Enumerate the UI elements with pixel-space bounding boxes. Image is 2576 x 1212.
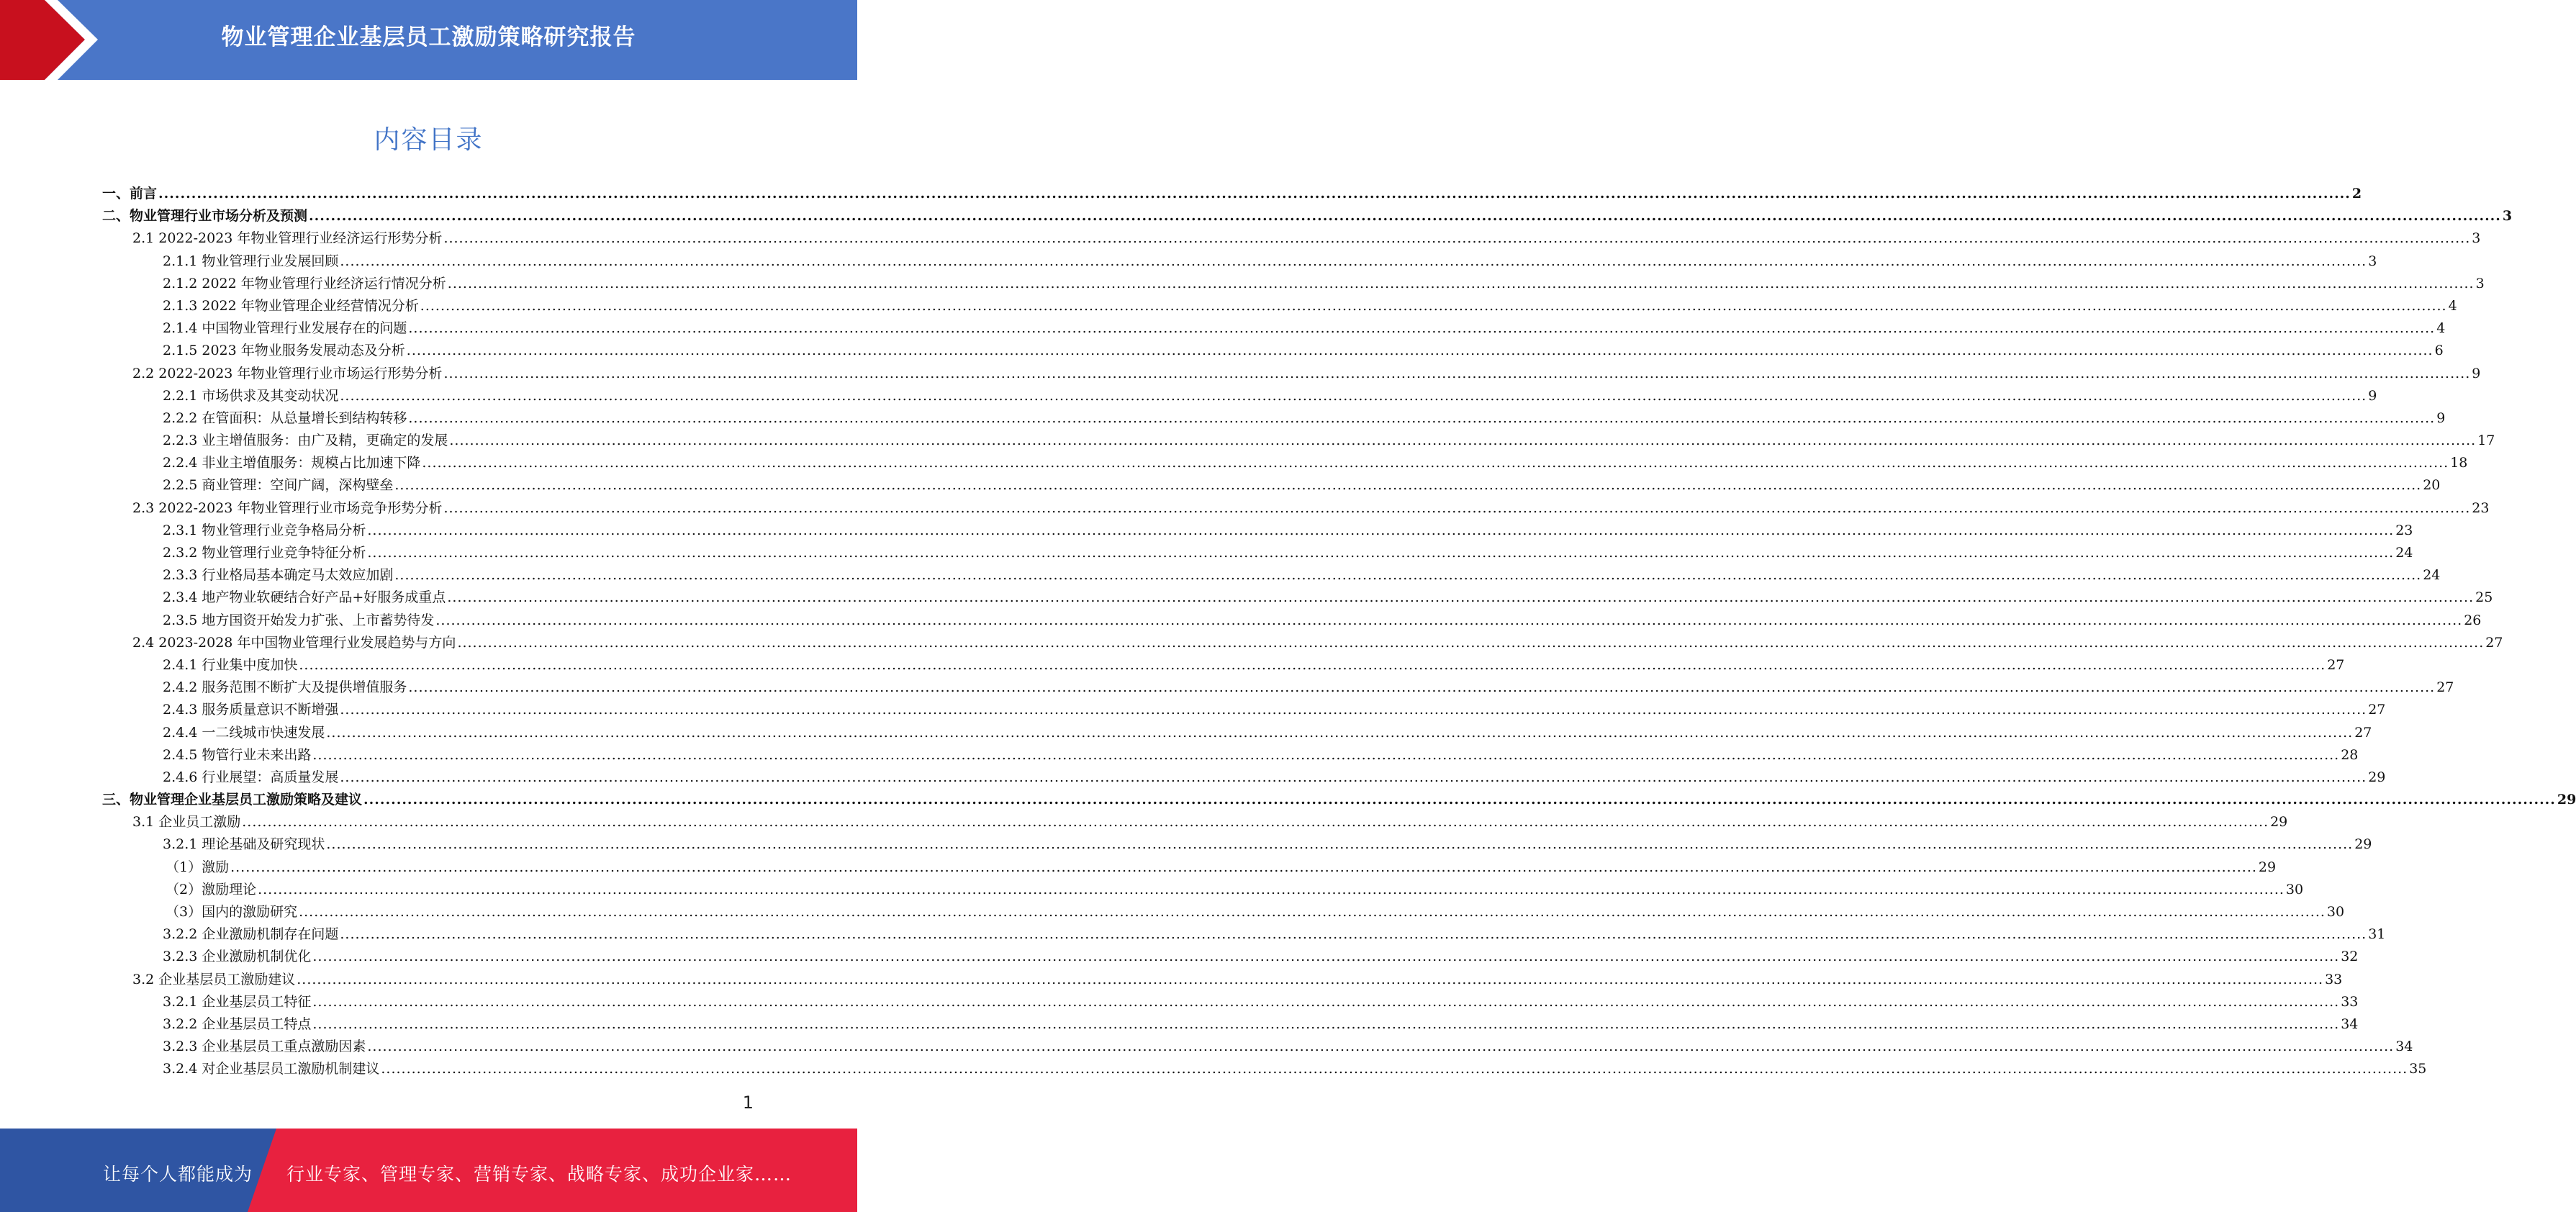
toc-entry-label: 3.2.1 理论基础及研究现状 [163, 836, 325, 853]
toc-dot-leader: ................................................................................................................................................................................................................................................................................................................................................................................................................ [309, 208, 2501, 225]
toc-entry-label: 2.4.2 服务范围不断扩大及提供增值服务 [163, 679, 407, 696]
toc-entry-page: 31 [2368, 926, 2386, 943]
toc-dot-leader: ................................................................................................................................................................................................................................................................................................................................................................................................................ [158, 186, 2351, 202]
toc-entry-page: 24 [2395, 545, 2413, 561]
toc-dot-leader: ................................................................................................................................................................................................................................................................................................................................................................................................................ [408, 679, 2436, 696]
toc-entry-page: 30 [2326, 904, 2345, 920]
toc-dot-leader: ................................................................................................................................................................................................................................................................................................................................................................................................................ [242, 814, 2269, 831]
toc-entry[interactable] [102, 833, 2372, 856]
toc-entry[interactable] [102, 497, 2490, 520]
toc-entry-page: 34 [2395, 1039, 2413, 1055]
toc-entry-label: 2.3.3 行业格局基本确定马太效应加剧 [163, 567, 394, 584]
toc-dot-leader: ................................................................................................................................................................................................................................................................................................................................................................................................................ [447, 589, 2475, 606]
toc-entry-label: 3.2.2 企业基层员工特点 [163, 1016, 312, 1032]
toc-entry-label: 2.2.3 业主增值服务：由广及精，更确定的发展 [163, 433, 448, 449]
table-of-contents [102, 183, 2576, 1081]
toc-dot-leader: ................................................................................................................................................................................................................................................................................................................................................................................................................ [312, 1016, 2340, 1032]
toc-entry-label: 2.3.2 物业管理行业竞争特征分析 [163, 545, 366, 561]
toc-entry-page: 34 [2341, 1016, 2359, 1032]
toc-entry-page: 29 [2354, 836, 2372, 853]
toc-dot-leader: ................................................................................................................................................................................................................................................................................................................................................................................................................ [367, 1039, 2395, 1055]
toc-entry-label: 2.4.5 物管行业未来出路 [163, 746, 312, 763]
toc-entry-label: 3.2.3 企业基层员工重点激励因素 [163, 1039, 366, 1055]
toc-dot-leader: ................................................................................................................................................................................................................................................................................................................................................................................................................ [408, 320, 2436, 337]
toc-entry-page: 30 [2285, 881, 2304, 897]
page-header [0, 0, 857, 80]
toc-entry-page: 27 [2354, 724, 2372, 741]
toc-heading: 内容目录 [374, 125, 484, 155]
toc-entry-label: 2.4 2023-2028 年中国物业管理行业发展趋势与方向 [132, 634, 456, 651]
toc-entry-page: 3 [2368, 253, 2377, 269]
toc-entry[interactable] [102, 273, 2485, 295]
toc-dot-leader: ................................................................................................................................................................................................................................................................................................................................................................................................................ [299, 904, 2326, 920]
toc-entry-label: 2.2.2 在管面积：从总量增长到结构转移 [163, 410, 407, 426]
toc-entry[interactable] [102, 766, 2386, 789]
toc-dot-leader: ................................................................................................................................................................................................................................................................................................................................................................................................................ [394, 567, 2422, 584]
toc-entry[interactable] [102, 811, 2288, 833]
toc-dot-leader: ................................................................................................................................................................................................................................................................................................................................................................................................................ [340, 926, 2367, 943]
toc-entry[interactable] [102, 654, 2345, 677]
toc-entry-label: 2.1 2022-2023 年物业管理行业经济运行形势分析 [132, 230, 443, 247]
toc-entry-label: 2.4.1 行业集中度加快 [163, 656, 298, 673]
toc-entry-label: 2.3.5 地方国资开始发力扩张、上市蓄势待发 [163, 612, 435, 628]
toc-dot-leader: ................................................................................................................................................................................................................................................................................................................................................................................................................ [363, 792, 2556, 808]
toc-entry-page: 9 [2472, 365, 2481, 381]
toc-dot-leader: ................................................................................................................................................................................................................................................................................................................................................................................................................ [312, 746, 2340, 763]
toc-dot-leader: ................................................................................................................................................................................................................................................................................................................................................................................................................ [326, 724, 2354, 741]
toc-entry-label: 2.4.6 行业展望：高质量发展 [163, 769, 339, 785]
toc-entry[interactable] [102, 699, 2386, 721]
toc-entry-page: 27 [2368, 702, 2386, 718]
toc-entry[interactable] [102, 363, 2481, 385]
toc-entry-label: 2.4.4 一二线城市快速发展 [163, 724, 325, 741]
toc-entry[interactable] [102, 632, 2503, 654]
toc-entry-page: 26 [2464, 612, 2482, 628]
toc-entry-label: （3）国内的激励研究 [166, 904, 298, 920]
toc-dot-leader: ................................................................................................................................................................................................................................................................................................................................................................................................................ [435, 612, 2463, 628]
toc-entry-page: 3 [2475, 275, 2485, 291]
toc-entry-page: 35 [2409, 1061, 2427, 1077]
toc-dot-leader: ................................................................................................................................................................................................................................................................................................................................................................................................................ [312, 949, 2340, 965]
toc-entry-label: 3.2.1 企业基层员工特征 [163, 993, 312, 1010]
toc-entry-label: 2.1.3 2022 年物业管理企业经营情况分析 [163, 297, 419, 314]
toc-entry[interactable] [102, 587, 2493, 609]
toc-dot-leader: ................................................................................................................................................................................................................................................................................................................................................................................................................ [443, 499, 2471, 516]
toc-entry-label: （2）激励理论 [166, 881, 257, 897]
toc-entry[interactable] [102, 520, 2413, 542]
toc-entry-page: 29 [2368, 769, 2386, 785]
toc-dot-leader: ................................................................................................................................................................................................................................................................................................................................................................................................................ [394, 477, 2422, 494]
toc-entry-page: 32 [2341, 949, 2359, 965]
toc-entry[interactable] [102, 295, 2457, 317]
toc-entry[interactable] [102, 183, 2362, 205]
toc-entry-page: 23 [2472, 499, 2490, 516]
toc-entry-page: 27 [2485, 634, 2503, 651]
toc-entry-page: 2 [2351, 186, 2362, 202]
toc-entry-label: 2.1.2 2022 年物业管理行业经济运行情况分析 [163, 275, 446, 291]
toc-entry[interactable] [102, 969, 2343, 991]
toc-dot-leader: ................................................................................................................................................................................................................................................................................................................................................................................................................ [299, 656, 2326, 673]
toc-entry[interactable] [102, 1013, 2359, 1036]
toc-dot-leader: ................................................................................................................................................................................................................................................................................................................................................................................................................ [367, 522, 2395, 538]
toc-dot-leader: ................................................................................................................................................................................................................................................................................................................................................................................................................ [312, 993, 2340, 1010]
toc-entry-label: 2.1.4 中国物业管理行业发展存在的问题 [163, 320, 407, 337]
toc-entry-label: （1）激励 [166, 859, 230, 875]
toc-entry[interactable] [102, 744, 2359, 766]
toc-entry-page: 27 [2436, 679, 2454, 696]
toc-entry-label: 2.3 2022-2023 年物业管理行业市场竞争形势分析 [132, 499, 443, 516]
toc-entry-page: 9 [2436, 410, 2446, 426]
toc-dot-leader: ................................................................................................................................................................................................................................................................................................................................................................................................................ [457, 634, 2485, 651]
toc-dot-leader: ................................................................................................................................................................................................................................................................................................................................................................................................................ [340, 769, 2367, 785]
toc-entry[interactable] [102, 1058, 2427, 1080]
toc-entry-page: 24 [2423, 567, 2441, 584]
toc-entry-label: 二、物业管理行业市场分析及预测 [102, 208, 308, 225]
toc-entry[interactable] [102, 407, 2446, 430]
toc-entry-page: 3 [2502, 208, 2513, 225]
toc-entry-label: 一、前言 [102, 186, 158, 202]
toc-dot-leader: ................................................................................................................................................................................................................................................................................................................................................................................................................ [297, 971, 2324, 987]
toc-entry-page: 3 [2472, 230, 2481, 247]
toc-dot-leader: ................................................................................................................................................................................................................................................................................................................................................................................................................ [422, 455, 2449, 471]
toc-entry-label: 2.3.1 物业管理行业竞争格局分析 [163, 522, 366, 538]
page-number: 1 [742, 1093, 754, 1113]
toc-dot-leader: ................................................................................................................................................................................................................................................................................................................................................................................................................ [443, 230, 2471, 247]
toc-dot-leader: ................................................................................................................................................................................................................................................................................................................................................................................................................ [420, 297, 2447, 314]
toc-entry[interactable] [102, 250, 2377, 273]
toc-entry-page: 29 [2258, 859, 2277, 875]
toc-entry-label: 3.1 企业员工激励 [132, 814, 241, 831]
page-footer [0, 1129, 857, 1212]
toc-entry[interactable] [102, 856, 2277, 879]
toc-entry-page: 29 [2557, 792, 2576, 808]
toc-dot-leader: ................................................................................................................................................................................................................................................................................................................................................................................................................ [258, 881, 2284, 897]
toc-entry[interactable] [102, 564, 2441, 587]
toc-entry-label: 3.2.4 对企业基层员工激励机制建议 [163, 1061, 380, 1077]
toc-entry-label: 3.2.2 企业激励机制存在问题 [163, 926, 339, 943]
toc-entry-page: 6 [2434, 343, 2444, 359]
toc-entry-page: 4 [2448, 297, 2457, 314]
toc-entry-label: 2.2.1 市场供求及其变动状况 [163, 387, 339, 404]
toc-dot-leader: ................................................................................................................................................................................................................................................................................................................................................................................................................ [326, 836, 2354, 853]
header-title: 物业管理企业基层员工激励策略研究报告 [221, 24, 636, 50]
toc-entry-label: 2.2.4 非业主增值服务：规模占比加速下降 [163, 455, 421, 471]
toc-dot-leader: ................................................................................................................................................................................................................................................................................................................................................................................................................ [408, 410, 2436, 426]
toc-entry-page: 18 [2450, 455, 2468, 471]
toc-entry-page: 9 [2368, 387, 2377, 404]
toc-entry[interactable] [102, 901, 2345, 923]
toc-entry-page: 4 [2436, 320, 2446, 337]
toc-entry-label: 2.2 2022-2023 年物业管理行业市场运行形势分析 [132, 365, 443, 381]
toc-entry-page: 33 [2341, 993, 2359, 1010]
toc-entry-label: 2.2.5 商业管理：空间广阔，深构壁垒 [163, 477, 394, 494]
toc-entry[interactable] [102, 430, 2495, 452]
toc-entry-page: 27 [2327, 656, 2345, 673]
toc-entry-page: 23 [2395, 522, 2413, 538]
toc-entry[interactable] [102, 385, 2377, 407]
toc-dot-leader: ................................................................................................................................................................................................................................................................................................................................................................................................................ [447, 275, 2475, 291]
toc-dot-leader: ................................................................................................................................................................................................................................................................................................................................................................................................................ [340, 387, 2367, 404]
toc-dot-leader: ................................................................................................................................................................................................................................................................................................................................................................................................................ [340, 702, 2367, 718]
toc-entry-label: 2.4.3 服务质量意识不断增强 [163, 702, 339, 718]
toc-entry[interactable] [102, 227, 2481, 250]
footer-slogan-left: 让每个人都能成为 [103, 1164, 253, 1185]
toc-entry-label: 三、物业管理企业基层员工激励策略及建议 [102, 792, 363, 808]
toc-entry-page: 20 [2423, 477, 2441, 494]
toc-entry[interactable] [102, 722, 2372, 744]
toc-entry-page: 28 [2341, 746, 2359, 763]
toc-entry[interactable] [102, 879, 2304, 901]
footer-slogan-right: 行业专家、管理专家、营销专家、战略专家、成功企业家…… [286, 1164, 792, 1185]
toc-entry-page: 25 [2475, 589, 2493, 606]
toc-entry[interactable] [102, 317, 2446, 340]
toc-entry[interactable] [102, 452, 2468, 474]
toc-entry[interactable] [102, 340, 2444, 362]
toc-entry[interactable] [102, 923, 2386, 946]
toc-entry-label: 3.2 企业基层员工激励建议 [132, 971, 296, 987]
toc-entry-label: 3.2.3 企业激励机制优化 [163, 949, 312, 965]
toc-dot-leader: ................................................................................................................................................................................................................................................................................................................................................................................................................ [406, 343, 2433, 359]
toc-entry[interactable] [102, 542, 2413, 564]
toc-entry[interactable] [102, 946, 2359, 968]
toc-entry-label: 2.1.1 物业管理行业发展回顾 [163, 253, 339, 269]
toc-entry-page: 29 [2270, 814, 2288, 831]
toc-dot-leader: ................................................................................................................................................................................................................................................................................................................................................................................................................ [449, 433, 2477, 449]
toc-dot-leader: ................................................................................................................................................................................................................................................................................................................................................................................................................ [230, 859, 2257, 875]
toc-entry[interactable] [102, 205, 2513, 227]
toc-entry[interactable] [102, 677, 2454, 699]
toc-entry-page: 17 [2477, 433, 2495, 449]
toc-entry[interactable] [102, 610, 2482, 632]
toc-entry-page: 33 [2325, 971, 2343, 987]
toc-entry-label: 2.3.4 地产物业软硬结合好产品+好服务成重点 [163, 589, 446, 606]
toc-entry[interactable] [102, 1036, 2413, 1058]
toc-entry-label: 2.1.5 2023 年物业服务发展动态及分析 [163, 343, 405, 359]
toc-entry[interactable] [102, 991, 2359, 1013]
toc-dot-leader: ................................................................................................................................................................................................................................................................................................................................................................................................................ [340, 253, 2367, 269]
toc-entry[interactable] [102, 474, 2441, 497]
toc-entry[interactable] [102, 789, 2576, 811]
toc-dot-leader: ................................................................................................................................................................................................................................................................................................................................................................................................................ [381, 1061, 2408, 1077]
toc-dot-leader: ................................................................................................................................................................................................................................................................................................................................................................................................................ [443, 365, 2471, 381]
toc-dot-leader: ................................................................................................................................................................................................................................................................................................................................................................................................................ [367, 545, 2395, 561]
